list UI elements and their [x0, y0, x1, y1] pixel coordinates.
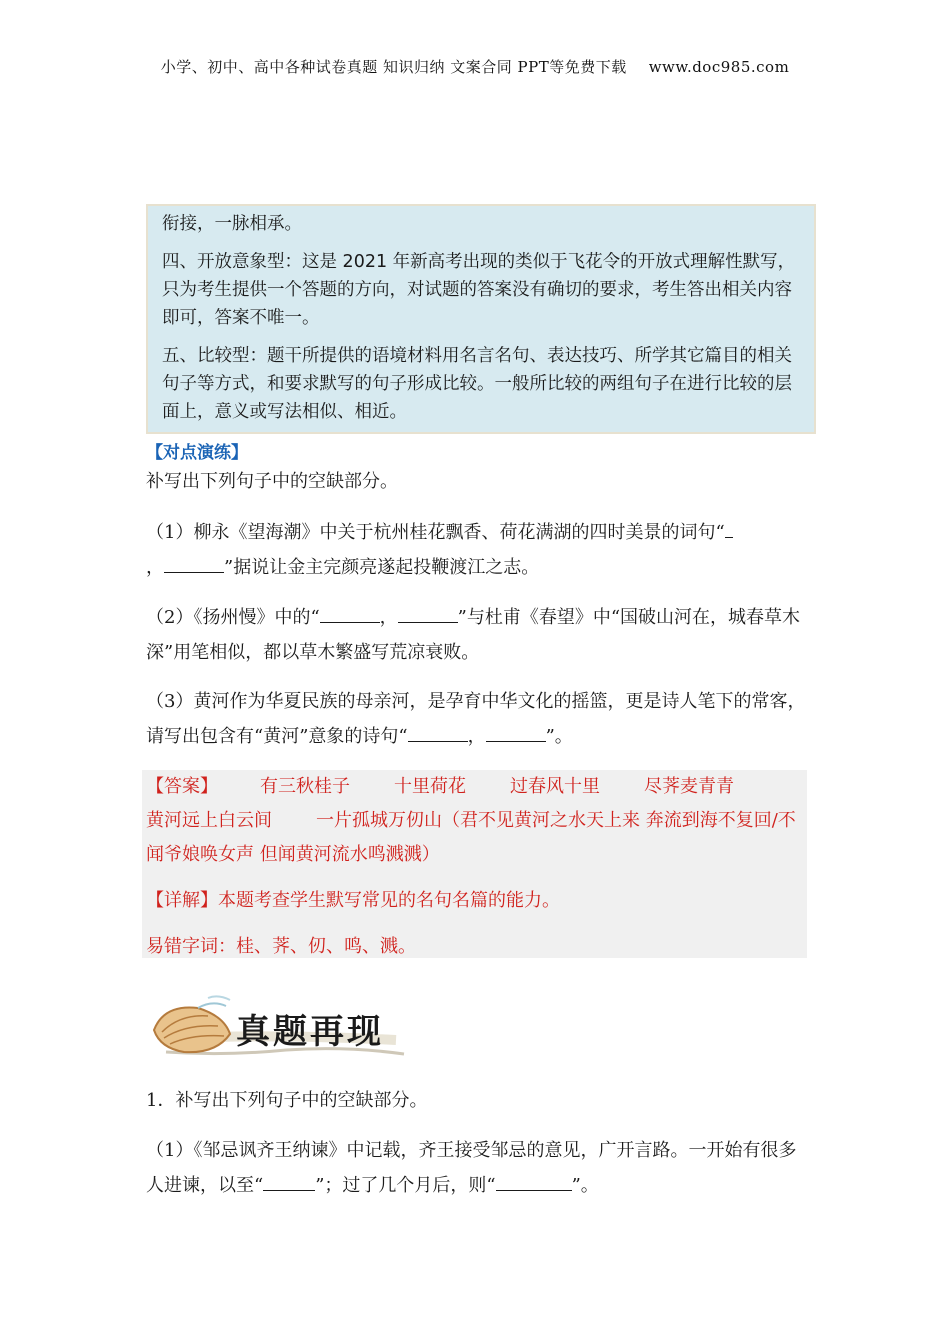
answer-line: 黄河远上白云间 一片孤城万仞山（君不见黄河之水天上来 奔流到海不复回/不闻爷娘唤女声 但闻黄河流水鸣溅溅） — [146, 810, 796, 865]
answer-blank[interactable] — [263, 1170, 315, 1191]
answer-blank[interactable] — [408, 721, 468, 742]
answer-blank[interactable] — [486, 721, 546, 742]
banner-title: 真题再现 — [236, 1012, 384, 1052]
info-paragraph: 四、开放意象型：这是 2021 年新高考出现的类似于飞花令的开放式理解性默写，只为考生提供一个答题的方向，对试题的答案没有确切的要求，考生答出相关内容即可，答案不唯一。 — [162, 252, 796, 328]
practice-instruction: 补写出下列句子中的空缺部分。 — [146, 471, 398, 492]
exam-question-1: 1．补写出下列句子中的空缺部分。 — [146, 1090, 428, 1111]
answer-blank[interactable] — [398, 602, 458, 623]
info-paragraph: 衔接，一脉相承。 — [162, 214, 302, 234]
answer-blank[interactable] — [164, 552, 224, 573]
exam-subquestion-1: （1）《邹忌讽齐王纳谏》中记载，齐王接受邹忌的意见，广开言路。一开始有很多人进谏，以至“ ”；过了几个月后，则“ ”。 — [146, 1140, 797, 1196]
answer-line: 【答案】 有三秋桂子 十里荷花 过春风十里 尽荠麦青青 — [146, 776, 734, 797]
practice-question-2: （2）《扬州慢》中的“ ， ”与杜甫《春望》中“国破山河在，城春草木深”用笔相似，都以草木繁盛写荒凉衰败。 — [146, 600, 806, 670]
page-header — [0, 56, 950, 77]
answer-blank[interactable] — [496, 1170, 572, 1191]
practice-question-3: （3）黄河作为华夏民族的母亲河，是孕育中华文化的摇篮，更是诗人笔下的常客，请写出包含有“黄河”意象的诗句“ ， ”。 — [146, 691, 806, 747]
practice-tag: 【对点演练】 — [146, 443, 248, 463]
header-text: 小学、初中、高中各种试卷真题 知识归纳 文案合同 PPT等免费下载 — [160, 58, 627, 76]
practice-question-1: （1）柳永《望海潮》中关于杭州桂花飘香、荷花满湖的四时美景的词句“ ， ”据说让金主完颜亮遂起投鞭渡江之志。 — [146, 515, 806, 585]
answer-blank[interactable] — [725, 517, 733, 538]
header-site[interactable]: www.doc985.com — [648, 58, 790, 76]
info-paragraph: 五、比较型：题干所提供的语境材料用名言名句、表达技巧、所学其它篇目的相关句子等方式，和要求默写的句子形成比较。一般所比较的两组句子在进行比较的层面上，意义或写法相似、相近。 — [162, 346, 792, 422]
method-info-box — [146, 204, 816, 434]
answer-label: 【答案】 — [146, 776, 218, 797]
answer-detail: 【详解】本题考查学生默写常见的名句名篇的能力。 — [146, 890, 560, 911]
answer-box — [142, 770, 807, 958]
answer-blank[interactable] — [320, 602, 380, 623]
section-banner — [146, 994, 408, 1064]
answer-errors: 易错字词：桂、荠、仞、鸣、溅。 — [146, 936, 416, 957]
